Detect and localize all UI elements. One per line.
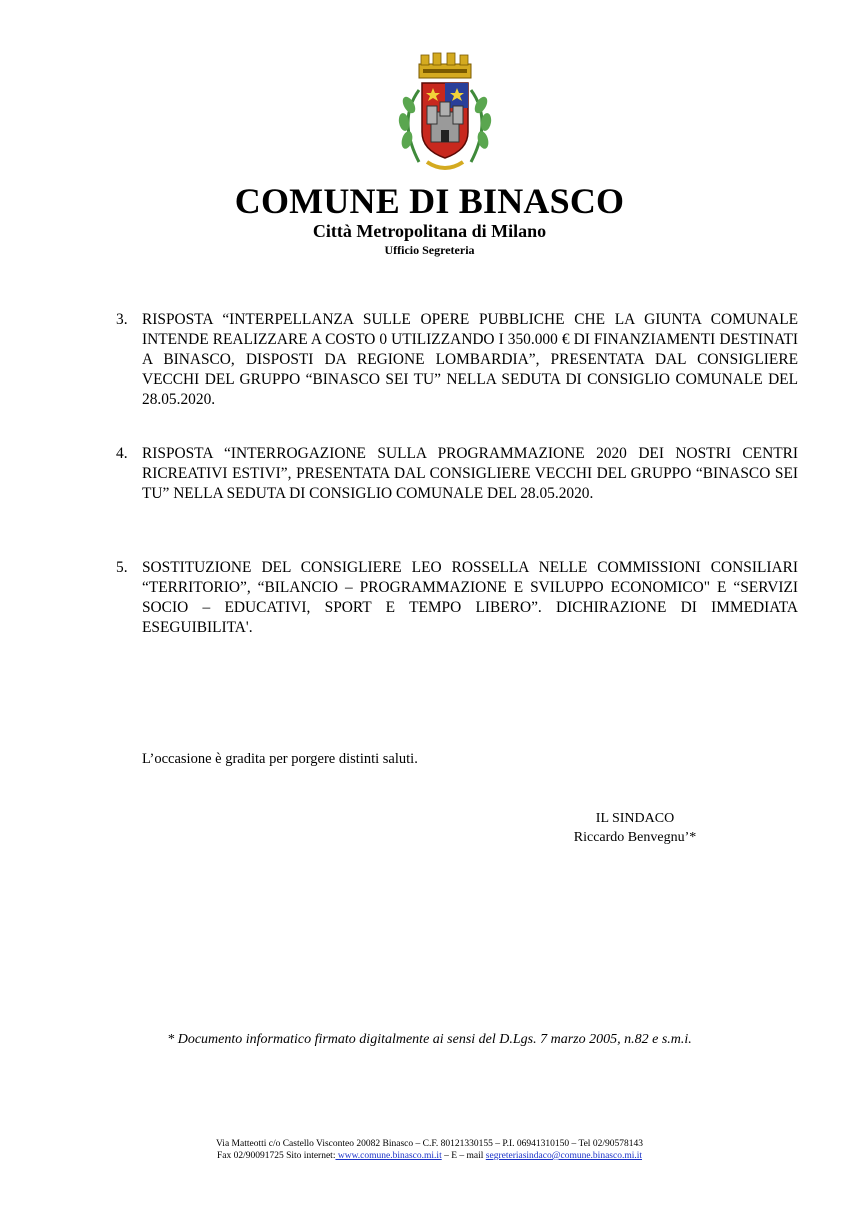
agenda-item-text: SOSTITUZIONE DEL CONSIGLIERE LEO ROSSELLA NELLE COMMISSIONI CONSILIARI “TERRITORIO”, “BILANCIO – PROGRAMMAZIONE E SVILUPPO ECONOMICO" E “SERVIZI SOCIO – EDUCATIVI, SPORT E TEMPO LIBERO”. DICHIRAZIONE DI IMMEDIATA ESEGUIBILITA'. — [142, 559, 798, 636]
agenda-item-number: 4. — [116, 445, 128, 462]
signature-block — [560, 809, 710, 847]
agenda-item-4 — [116, 444, 798, 504]
website-link[interactable]: www.comune.binasco.mi.it — [335, 1151, 442, 1161]
footer — [0, 1138, 859, 1162]
footer-address: Via Matteotti c/o Castello Visconteo 20082 Binasco – C.F. 80121330155 – P.I. 06941310150 – Tel 02/90578143 — [216, 1139, 643, 1149]
agenda-item-3 — [116, 310, 798, 410]
footer-email-label: – E – mail — [441, 1151, 486, 1161]
coat-of-arms-icon — [389, 50, 501, 178]
agenda-item-text: RISPOSTA “INTERPELLANZA SULLE OPERE PUBBLICHE CHE LA GIUNTA COMUNALE INTENDE REALIZZARE A COSTO 0 UTILIZZANDO I 350.000 € DI FINANZIAMENTI DESTINATI A BINASCO, DISPOSTI DA REGIONE LOMBARDIA”, PRESENTATA DAL CONSIGLIERE VECCHI DEL GRUPPO “BINASCO SEI TU” NELLA SEDUTA DI CONSIGLIO COMUNALE DEL 28.05.2020. — [142, 311, 798, 408]
email-link[interactable]: segreteriasindaco@comune.binasco.mi.it — [485, 1151, 643, 1161]
digital-signature-note: * Documento informatico firmato digitalmente ai sensi del D.Lgs. 7 marzo 2005, n.82 e s.m.i. — [167, 1032, 692, 1047]
office-name: Ufficio Segreteria — [384, 243, 475, 257]
footer-fax: Fax 02/90091725 Sito internet: — [216, 1151, 336, 1161]
page-subtitle: Città Metropolitana di Milano — [312, 221, 547, 241]
agenda-item-5 — [116, 558, 798, 638]
agenda-item-number: 3. — [116, 311, 128, 328]
page-title: COMUNE DI BINASCO — [234, 181, 625, 221]
footer-contacts — [0, 1150, 859, 1162]
signature-role: IL SINDACO — [595, 811, 675, 826]
agenda-item-text: RISPOSTA “INTERROGAZIONE SULLA PROGRAMMAZIONE 2020 DEI NOSTRI CENTRI RICREATIVI ESTIVI”, PRESENTATA DAL CONSIGLIERE VECCHI DEL GRUPPO “BINASCO SEI TU” NELLA SEDUTA DI CONSIGLIO COMUNALE DEL 28.05.2020. — [142, 445, 798, 502]
closing-greeting: L’occasione è gradita per porgere distinti saluti. — [142, 751, 418, 767]
signature-name: Riccardo Benvegnu’* — [573, 830, 697, 845]
coat-of-arms — [389, 50, 501, 178]
agenda-item-number: 5. — [116, 559, 128, 576]
